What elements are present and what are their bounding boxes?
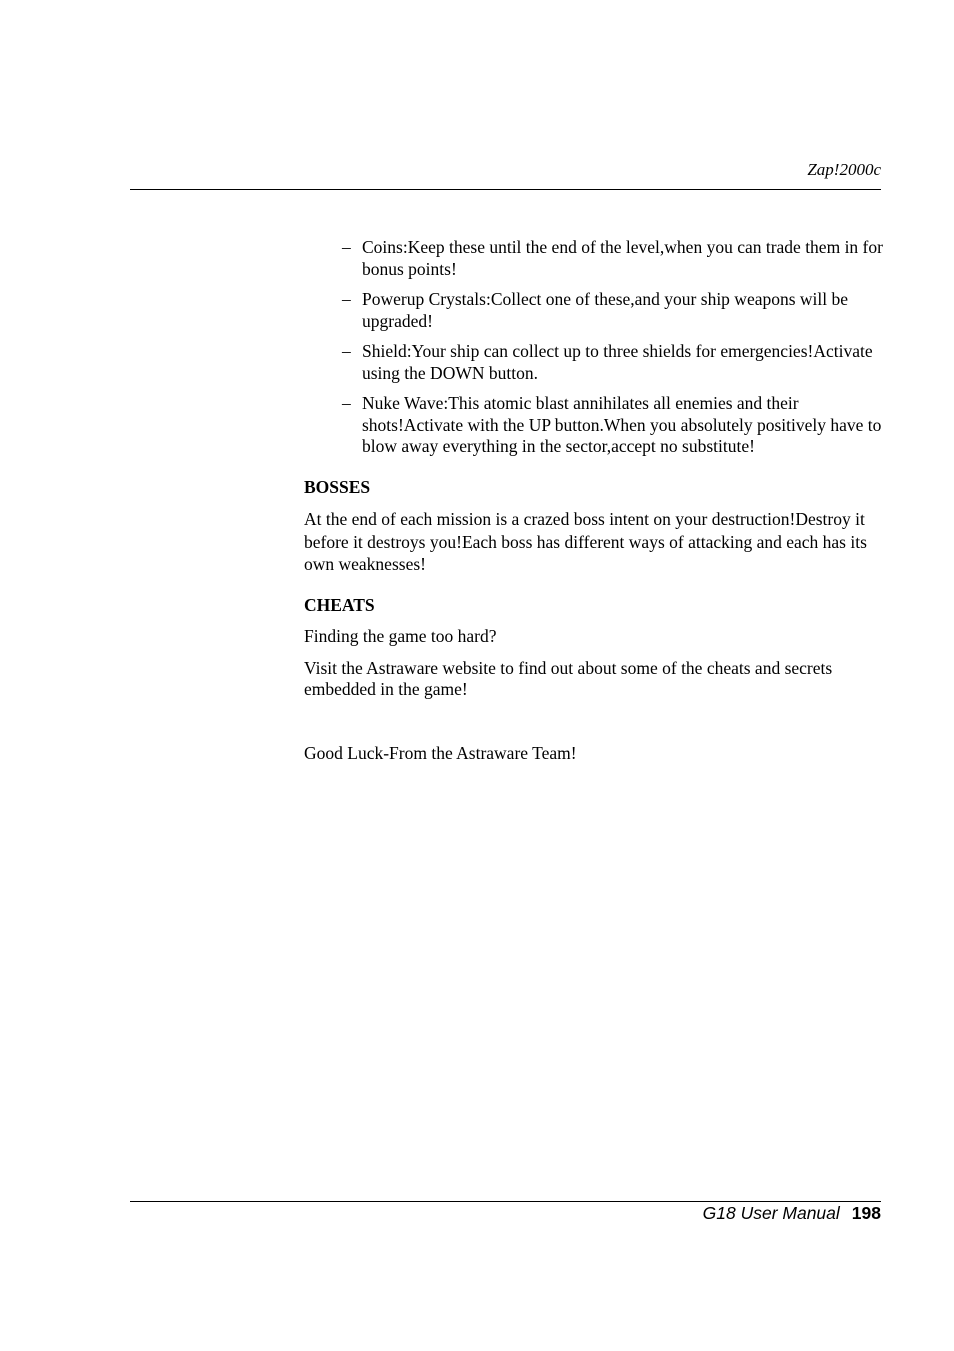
list-item-coins (304, 237, 884, 280)
header-rule (130, 189, 881, 190)
page-footer (703, 1202, 881, 1224)
dash-bullet: – (342, 341, 351, 361)
bosses-paragraph: At the end of each mission is a crazed boss intent on your destruction!Destroy it before it destroys you!Each boss has different ways of attacking and each has its own weaknesses! (304, 509, 867, 574)
bosses-heading: BOSSES (304, 476, 371, 497)
dash-bullet: – (342, 289, 351, 309)
dash-bullet: – (342, 393, 351, 413)
cheats-paragraph: Visit the Astraware website to find out about some of the cheats and secrets embedded in the game! (304, 657, 833, 699)
footer-manual-title: G18 User Manual (702, 1203, 840, 1223)
dash-bullet: – (342, 237, 351, 257)
running-header-title: Zap!2000c (807, 160, 881, 179)
list-item-nuke-wave (304, 393, 884, 458)
page-number: 198 (851, 1203, 881, 1223)
cheats-question: Finding the game too hard? (304, 626, 497, 646)
list-item-text: Coins:Keep these until the end of the level,when you can trade them in for bonus points! (362, 237, 883, 279)
signoff-text: Good Luck-From the Astraware Team! (304, 742, 577, 763)
list-item-text: Nuke Wave:This atomic blast annihilates all enemies and their shots!Activate with the UP button.When you absolutely positively have to blow away everything in the sector,accept no substitute! (362, 393, 882, 456)
list-item-text: Powerup Crystals:Collect one of these,and your ship weapons will be upgraded! (362, 289, 849, 331)
item-list (304, 237, 884, 458)
page-content (304, 237, 884, 774)
list-item-powerup-crystals (304, 289, 884, 332)
list-item-text: Shield:Your ship can collect up to three shields for emergencies!Activate using the DOWN button. (362, 341, 873, 383)
cheats-heading: CHEATS (304, 594, 375, 615)
list-item-shield (304, 341, 884, 384)
